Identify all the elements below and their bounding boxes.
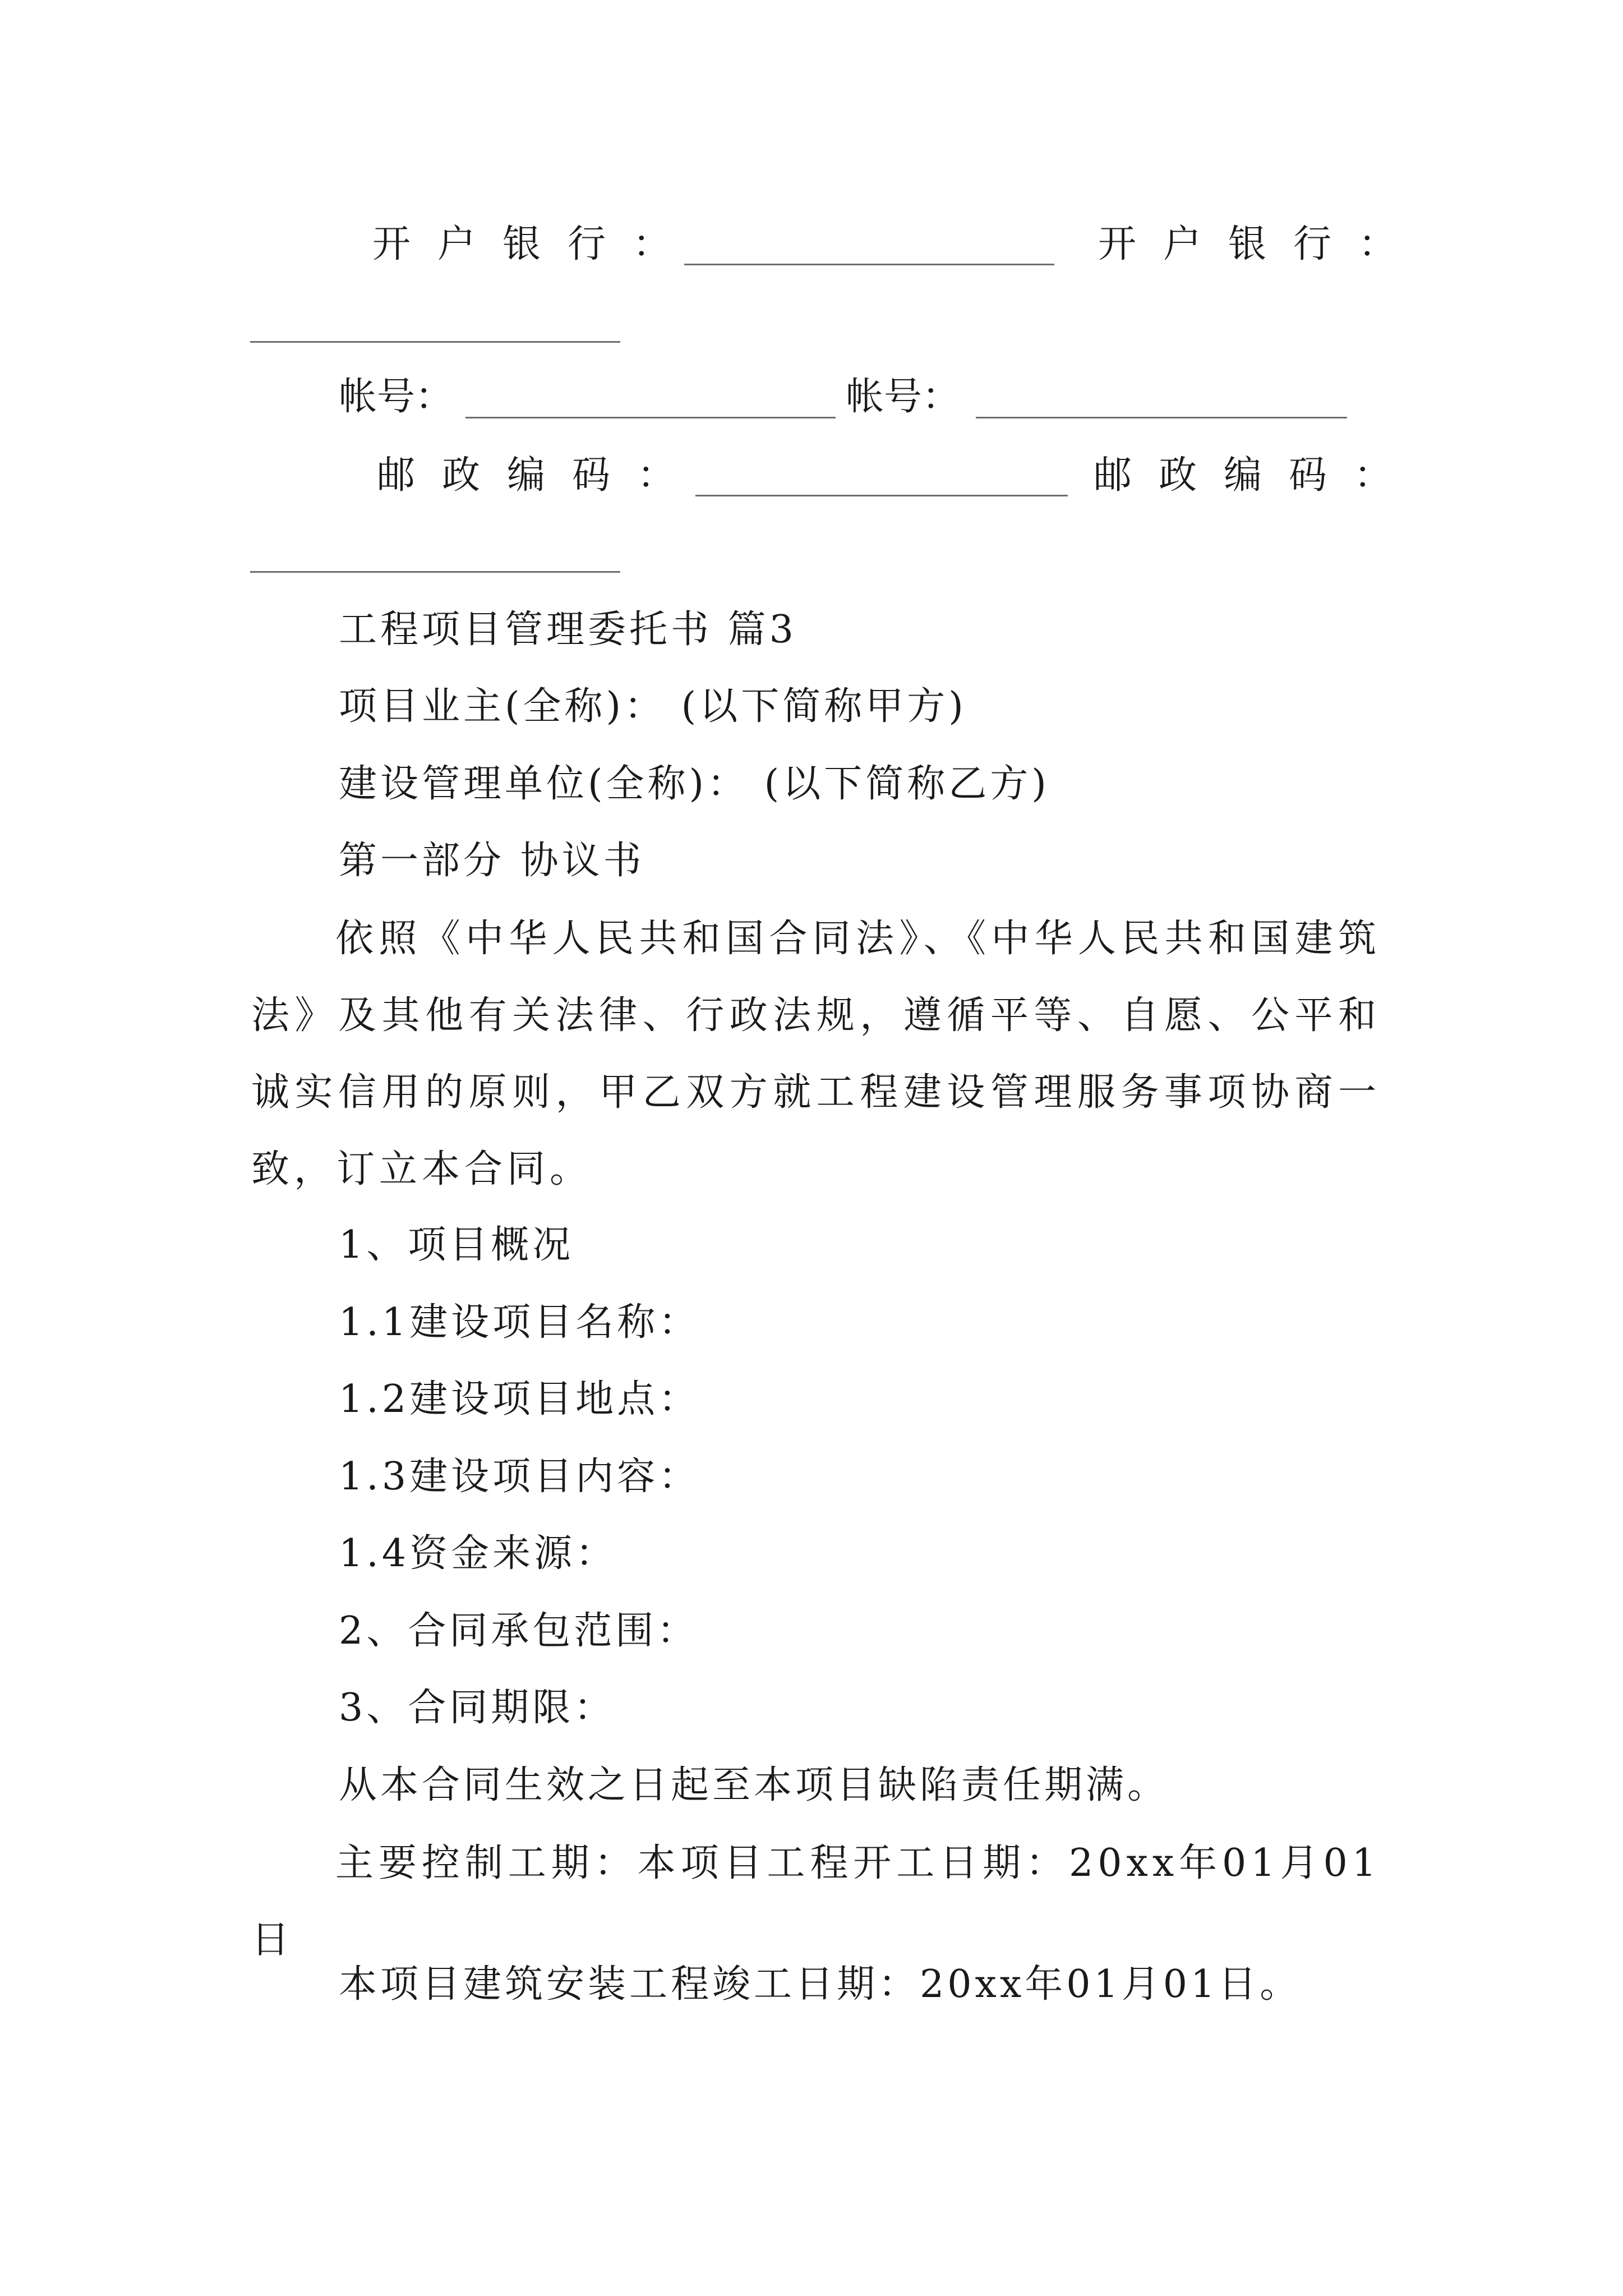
item-1: 1、项目概况 xyxy=(339,1223,574,1267)
item-1-1: 1.1建设项目名称： xyxy=(339,1300,700,1345)
term-line: 从本合同生效之日起至本项目缺陷责任期满。 xyxy=(339,1763,1169,1807)
postcode-blank-left xyxy=(695,495,1068,496)
section-heading: 工程项目管理委托书 篇3 xyxy=(339,608,797,652)
account-label-right: 帐号： xyxy=(846,375,961,419)
item-2: 2、合同承包范围： xyxy=(339,1609,699,1653)
postcode-label-right: 邮政编码： xyxy=(1094,453,1419,498)
schedule-paragraph: 主要控制工期：本项目工程开工日期：20xx年01月01日 xyxy=(251,1841,1381,1962)
completion-line: 本项目建筑安装工程竣工日期：20xx年01月01日。 xyxy=(339,1962,1302,2007)
bank-label-left: 开户银行： xyxy=(372,222,698,266)
bank-blank-left xyxy=(684,264,1054,265)
item-1-4: 1.4资金来源： xyxy=(339,1531,617,1576)
account-label-left: 帐号： xyxy=(339,375,454,419)
item-1-2: 1.2建设项目地点： xyxy=(339,1377,700,1421)
item-3: 3、合同期限： xyxy=(339,1686,616,1730)
item-1-3: 1.3建设项目内容： xyxy=(339,1455,700,1499)
intro-paragraph: 依照《中华人民共和国合同法》、《中华人民共和国建筑法》及其他有关法律、行政法规，遵循平等、自愿、公平和诚实信用的原则，甲乙双方就工程建设管理服务事项协商一致，订立本合同。 xyxy=(251,917,1381,1191)
owner-line: 项目业主(全称)： (以下简称甲方) xyxy=(339,684,967,729)
postcode-label-left: 邮政编码： xyxy=(377,453,703,498)
bank-blank-right xyxy=(250,341,620,343)
account-blank-left xyxy=(465,417,836,418)
account-blank-right xyxy=(976,417,1347,418)
part-heading: 第一部分 协议书 xyxy=(339,839,645,883)
bank-label-right: 开户银行： xyxy=(1098,222,1424,266)
manager-line: 建设管理单位(全称)： (以下简称乙方) xyxy=(339,762,1050,806)
postcode-blank-right xyxy=(250,571,620,573)
